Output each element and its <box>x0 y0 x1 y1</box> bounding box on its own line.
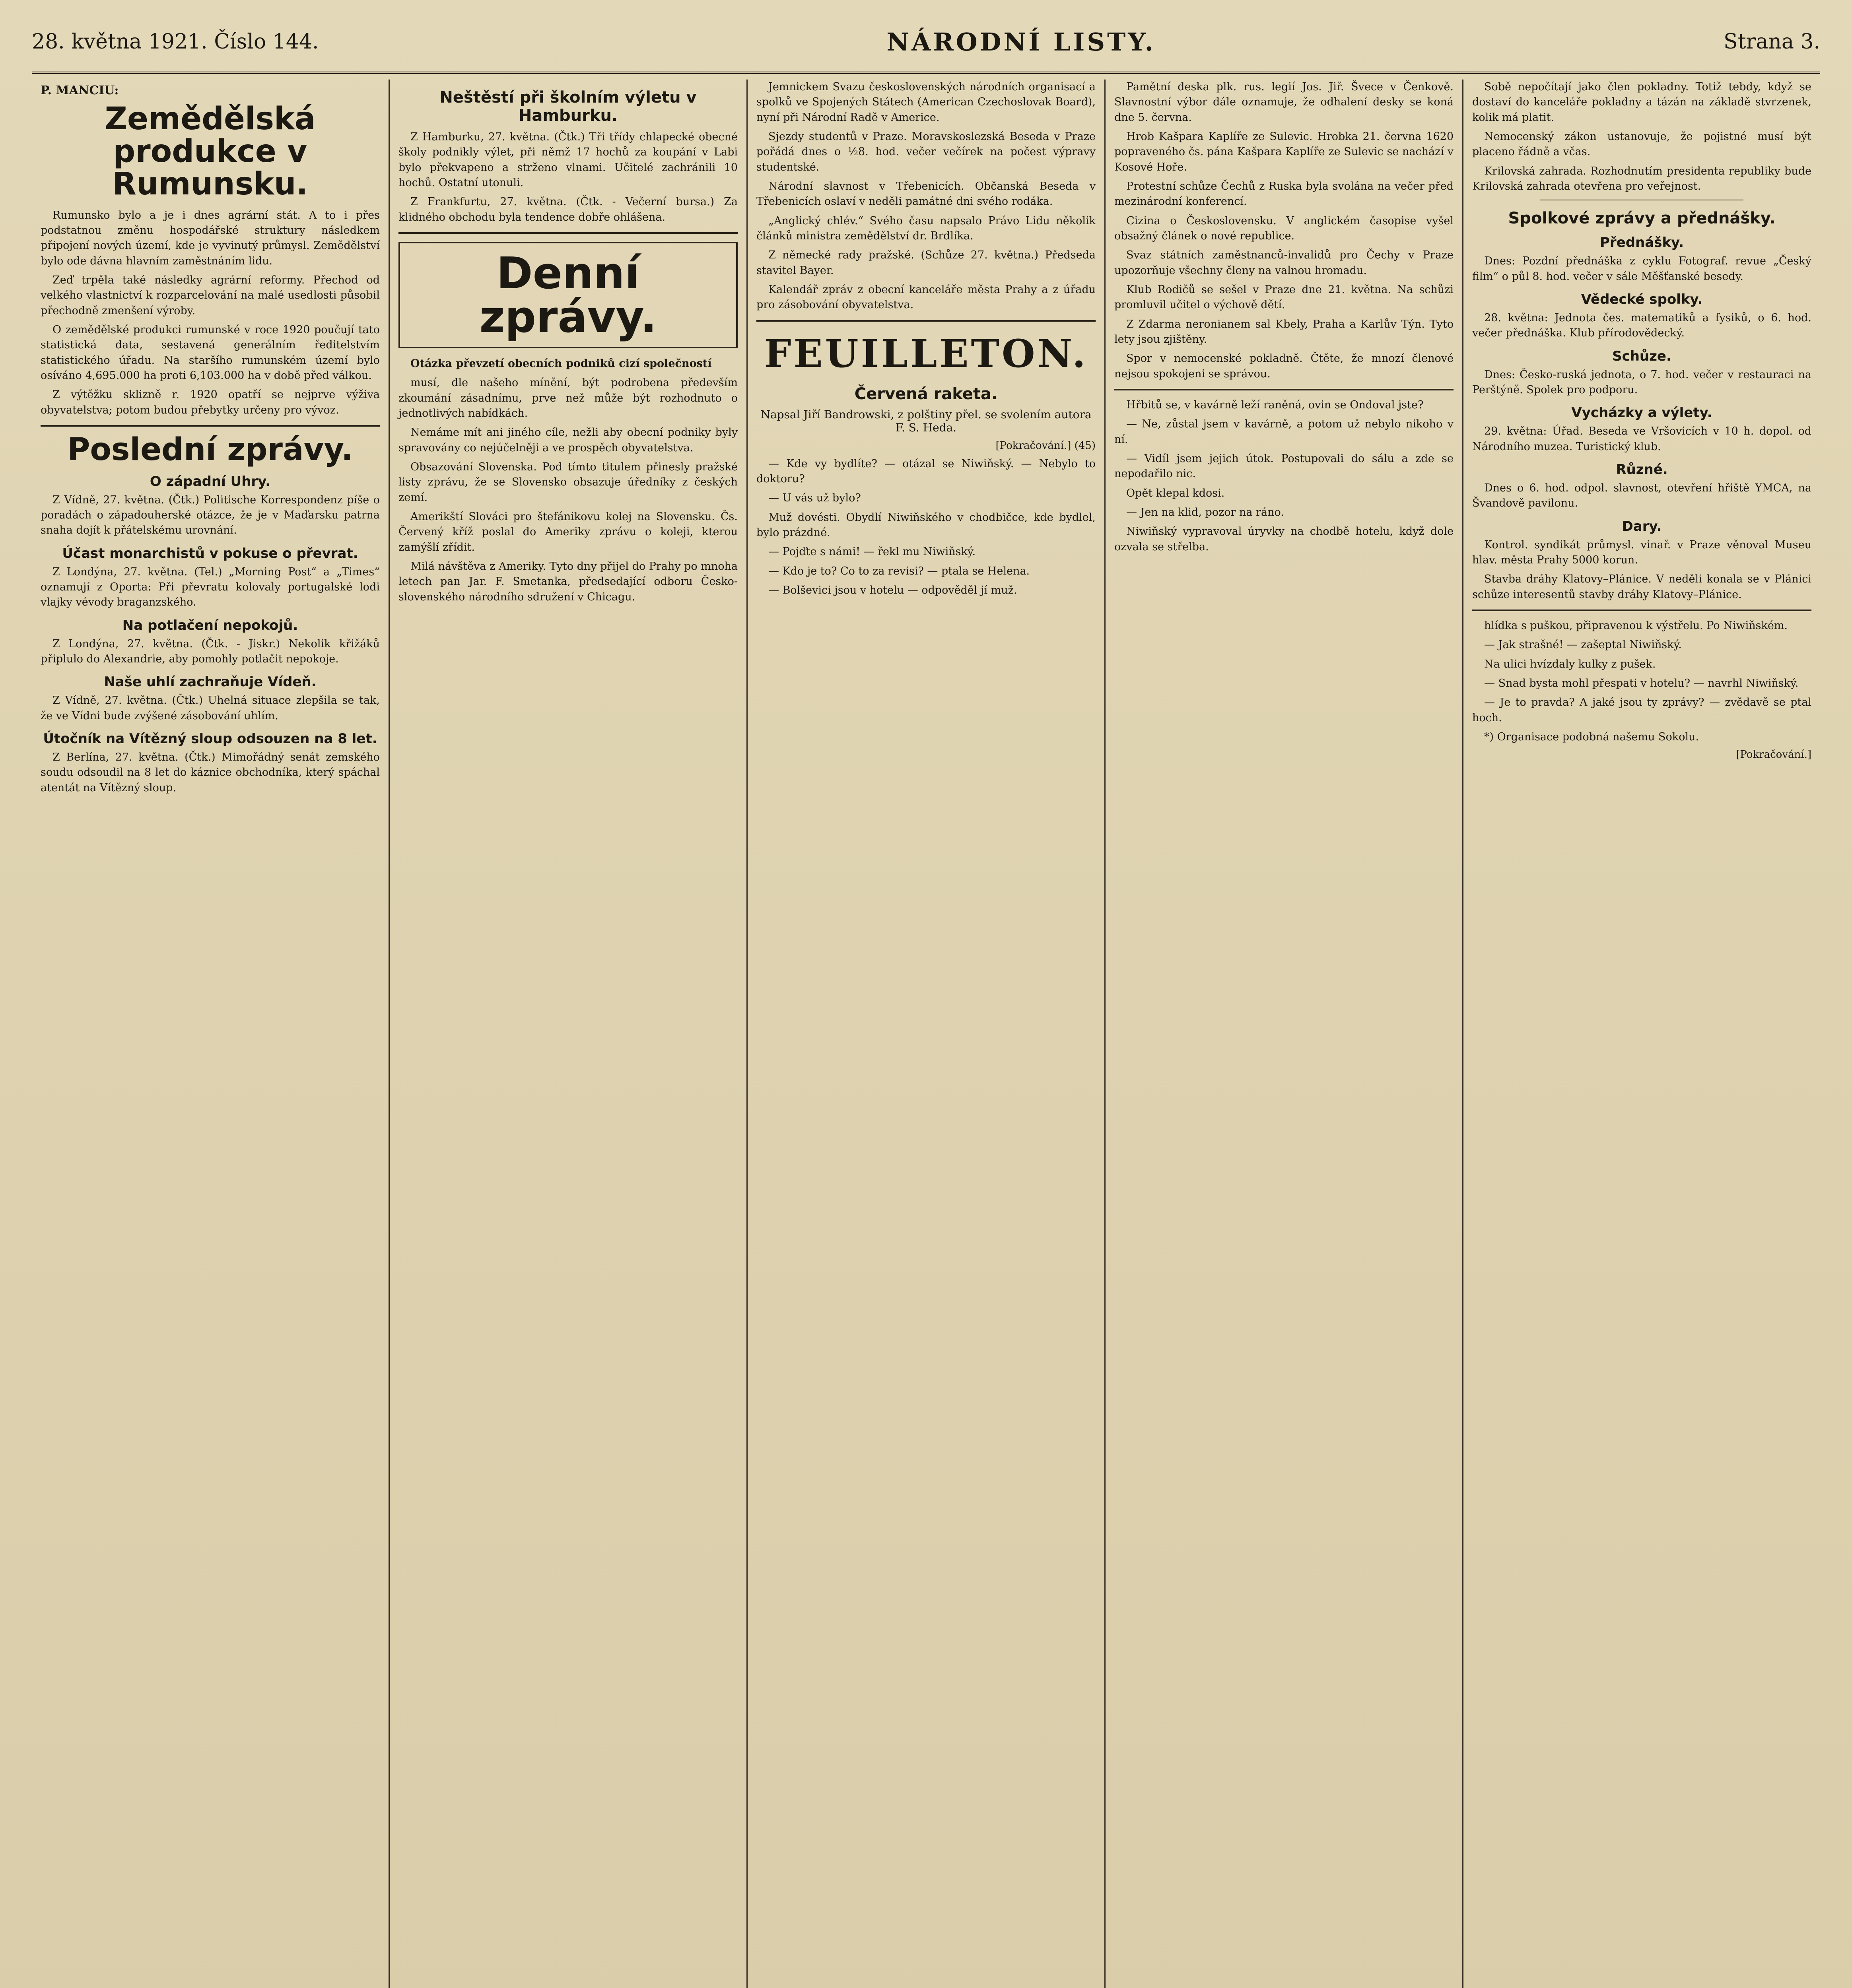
news-subheading: Na potlačení nepokojů. <box>122 617 298 633</box>
article-paragraph: Z Zdarma neronianem sal Kbely, Praha a Karlův Týn. Tyto lety jsou zjištěny. <box>1114 318 1454 346</box>
article-paragraph: Jemnickem Svazu československých národních organisací a spolků ve Spojených Státech (American Czechoslovak Board), nyní při Národní Radě v Americe. <box>756 81 1096 124</box>
article-paragraph: Z výtěžku sklizně r. 1920 opatří se nejprve výživa obyvatelstva; potom budou přebytky určeny pro vývoz. <box>41 388 380 416</box>
continuation-note: [Pokračování.] <box>1736 749 1811 761</box>
column-5 <box>1463 80 1820 1988</box>
article-paragraph: Z Hamburku, 27. května. (Čtk.) Tři třídy chlapecké obecné školy podnikly výlet, při němž 17 hochů za koupání v Labi bylo překvapeno a strženo vlnami. Učitelé zachránili 10 hochů. Ostatní utonuli. <box>398 131 738 189</box>
divider <box>398 232 738 234</box>
listing-paragraph: Dnes: Česko-ruská jednota, o 7. hod. večer v restauraci na Perštýně. Spolek pro podporu. <box>1472 368 1811 396</box>
story-paragraph: Muž dovésti. Obydlí Niwiňského v chodbičce, kde bydlel, bylo prázdné. <box>756 511 1096 539</box>
masthead <box>32 12 1820 74</box>
story-paragraph: — Je to pravda? A jaké jsou ty zprávy? — zvědavě se ptal hoch. <box>1472 696 1811 724</box>
category-heading: Dary. <box>1622 518 1662 534</box>
footnote: *) Organisace podobná našemu Sokolu. <box>1484 730 1699 743</box>
listing-paragraph: 28. května: Jednota čes. matematiků a fysiků, o 6. hod. večer přednáška. Klub přírodovědecký. <box>1472 311 1811 340</box>
article-paragraph: Rumunsko bylo a je i dnes agrární stát. A to i přes podstatnou změnu hospodářské struktury následkem připojení nových území, kde je vyvinutý průmysl. Zemědělství bylo ode dávna hlavním zaměstnáním lidu. <box>41 209 380 267</box>
article-paragraph: Nemocenský zákon ustanovuje, že pojistné musí být placeno řádně a včas. <box>1472 130 1811 158</box>
section-title: Poslední zprávy. <box>67 431 353 468</box>
article-paragraph: Zeď trpěla také následky agrární reformy. Přechod od velkého vlastnictví k rozparcelování na malé usedlosti působil přechodně zmenšení výroby. <box>41 274 380 317</box>
story-paragraph: hlídka s puškou, připravenou k výstřelu. Po Niwiňském. <box>1484 619 1788 632</box>
issue-date: 28. května 1921. Číslo 144. <box>32 30 319 54</box>
story-paragraph: — Jen na klid, pozor na ráno. <box>1126 506 1284 518</box>
column-2 <box>390 80 748 1988</box>
article-paragraph: Národní slavnost v Třebenicích. Občanská Beseda v Třebenicích oslaví v neděli památné dni svého rodáka. <box>756 180 1096 208</box>
column-3 <box>748 80 1106 1988</box>
divider <box>756 320 1096 322</box>
news-subheading: Útočník na Vítězný sloup odsouzen na 8 let. <box>43 731 377 747</box>
listing-paragraph: 29. května: Úřad. Beseda ve Vršovicích v 10 h. dopol. od Národního muzea. Turistický klub. <box>1472 425 1811 453</box>
page-number: Strana 3. <box>1723 30 1820 54</box>
news-subheading: Naše uhlí zachraňuje Vídeň. <box>104 674 317 690</box>
news-paragraph: Z Vídně, 27. května. (Čtk.) Uhelná situace zlepšila se tak, že ve Vídni bude zvýšené zásobování uhlím. <box>41 694 380 722</box>
listing-paragraph: Kontrol. syndikát průmysl. vinař. v Praze věnoval Museu hlav. města Prahy 5000 korun. <box>1472 538 1811 566</box>
columns <box>32 80 1820 1988</box>
story-paragraph: Niwiňský vypravoval úryvky na chodbě hotelu, když dole ozvala se střelba. <box>1114 525 1454 553</box>
article-paragraph: musí, dle našeho mínění, být podrobena především zkoumání zásadnímu, prve než může být rozhodnuto o jednotlivých nabídkách. <box>398 377 738 419</box>
article-paragraph: Kalendář zpráv z obecní kanceláře města Prahy a z úřadu pro zásobování obyvatelstva. <box>756 283 1096 311</box>
article-paragraph: Amerikští Slováci pro štefánikovu kolej na Slovensku. Čs. Červený kříž poslal do Ameriky zprávu o koleji, kterou zamýšlí zřídit. <box>398 510 738 553</box>
divider <box>1114 389 1454 390</box>
story-paragraph: — Vidíl jsem jejich útok. Postupovali do sálu a zde se nepodařilo nic. <box>1114 452 1454 480</box>
article-headline: Neštěstí při školním výletu v Hamburku. <box>439 88 697 125</box>
category-heading: Schůze. <box>1612 348 1671 364</box>
article-paragraph: Z německé rady pražské. (Schůze 27. května.) Předseda stavitel Bayer. <box>756 249 1096 277</box>
story-paragraph: — U vás už bylo? <box>768 492 861 505</box>
article-paragraph: Klub Rodičů se sešel v Praze dne 21. května. Na schůzi promluvil učitel o výchově dětí. <box>1114 283 1454 311</box>
article-paragraph: Cizina o Československu. V anglickém časopise vyšel obsažný článek o nové republice. <box>1114 214 1454 242</box>
article-paragraph: „Anglický chlév.“ Svého času napsalo Právo Lidu několik článků ministra zemědělství dr. Brdlíka. <box>756 214 1096 242</box>
story-paragraph: Hřbitů se, v kavárně leží raněná, ovin se Ondoval jste? <box>1126 398 1424 411</box>
article-paragraph: Krilovská zahrada. Rozhodnutím presidenta republiky bude Krilovská zahrada otevřena pro veřejnost. <box>1472 165 1811 192</box>
article-paragraph: Protestní schůze Čechů z Ruska byla svolána na večer před mezinárodní konferencí. <box>1114 180 1454 208</box>
divider <box>1472 610 1811 611</box>
section-title: Spolkové zprávy a přednášky. <box>1508 209 1776 228</box>
story-paragraph: — Pojďte s námi! — řekl mu Niwiňský. <box>768 546 976 558</box>
category-heading: Přednášky. <box>1599 235 1684 251</box>
listing-paragraph: Dnes: Pozdní přednáška z cyklu Fotograf. revue „Český film“ o půl 8. hod. večer v sále Měšťanské besedy. <box>1472 255 1811 283</box>
listing-paragraph: Dnes o 6. hod. odpol. slavnost, otevření hřiště YMCA, na Švandově pavilonu. <box>1472 481 1811 510</box>
article-paragraph: Hrob Kašpara Kaplíře ze Sulevic. Hrobka 21. června 1620 popraveného čs. pána Kašpara Kaplíře ze Sulevic se nachází v Kosové Hoře. <box>1114 130 1454 173</box>
column-4 <box>1106 80 1463 1988</box>
article-paragraph: Pamětní deska plk. rus. legií Jos. Jiř. Švece v Čenkově. Slavnostní výbor dále oznamuje, že odhalení desky se koná dne 5. června. <box>1114 81 1454 124</box>
column-1 <box>32 80 390 1988</box>
story-paragraph: — Ne, zůstal jsem v kavárně, a potom už nebylo nikoho v ní. <box>1114 418 1454 446</box>
article-paragraph: Sobě nepočítají jako člen pokladny. Totiž tebdy, když se dostaví do kanceláře pokladny a tázán na základě stvrzenek, kolik má platit. <box>1472 81 1811 124</box>
article-paragraph: Svaz státních zaměstnanců-invalidů pro Čechy v Praze upozorňuje všechny členy na valnou hromadu. <box>1114 249 1454 277</box>
section-title: Denní zprávy. <box>398 242 738 348</box>
story-title: Červená raketa. <box>854 384 998 403</box>
story-paragraph: — Kde vy bydlíte? — otázal se Niwiňský. — Nebylo to doktoru? <box>756 457 1096 485</box>
article-paragraph: O zemědělské produkci rumunské v roce 1920 poučují tato statistická data, sestavená generálním ředitelstvím statistického úřadu. Na staršího rumunském území bylo osíváno 4,695.000 ha proti 6,103.000 ha v době před válkou. <box>41 323 380 382</box>
category-heading: Různé. <box>1616 461 1668 478</box>
article-paragraph: Milá návštěva z Ameriky. Tyto dny přijel do Prahy po mnoha letech pan Jar. F. Smetanka, předsedající odboru Česko-slovenského národního sdružení v Chicagu. <box>398 560 738 603</box>
article-paragraph: Obsazování Slovenska. Pod tímto titulem přinesly pražské listy zprávu, že se Slovensko obsazuje úředníky z českých zemí. <box>398 460 738 504</box>
category-heading: Vědecké spolky. <box>1581 291 1703 307</box>
article-paragraph: Spor v nemocenské pokladně. Čtěte, že mnozí členové nejsou spokojeni se správou. <box>1114 352 1454 380</box>
feuilleton-title: FEUILLETON. <box>764 331 1088 376</box>
news-subheading: Účast monarchistů v pokuse o převrat. <box>62 545 358 561</box>
paper-name: NÁRODNÍ LISTY. <box>886 27 1156 56</box>
divider <box>41 425 380 427</box>
story-continuation-note: [Pokračování.] (45) <box>995 439 1096 452</box>
story-paragraph: Na ulici hvízdaly kulky z pušek. <box>1484 658 1656 670</box>
article-paragraph: Stavba dráhy Klatovy–Plánice. V neděli konala se v Plánici schůze interesentů stavby dráhy Klatovy–Plánice. <box>1472 573 1811 601</box>
story-paragraph: Opět klepal kdosi. <box>1126 487 1225 499</box>
story-paragraph: — Snad bysta mohl přespati v hotelu? — navrhl Niwiňský. <box>1484 677 1799 689</box>
news-paragraph: Z Berlína, 27. května. (Čtk.) Mimořádný senát zemského soudu odsoudil na 8 let do káznice obchodníka, který spáchal atentát na Vítězný sloup. <box>41 751 380 794</box>
story-paragraph: — Jak strašné! — zašeptal Niwiňský. <box>1484 639 1682 651</box>
category-heading: Vycházky a výlety. <box>1571 405 1712 421</box>
story-paragraph: — Kdo je to? Co to za revisi? — ptala se Helena. <box>768 565 1030 577</box>
news-paragraph: Z Londýna, 27. května. (Čtk. - Jiskr.) Nekolik křižáků připlulo do Alexandrie, aby pomohly potlačit nepokoje. <box>41 637 380 666</box>
story-author: Napsal Jiří Bandrowski, z polštiny přel. se svolením autora F. S. Heda. <box>760 408 1092 434</box>
article-paragraph: Z Frankfurtu, 27. května. (Čtk. - Večerní bursa.) Za klidného obchodu byla tendence dobře ohlášena. <box>398 196 738 223</box>
news-paragraph: Z Londýna, 27. května. (Tel.) „Morning Post“ a „Times“ oznamují z Oporta: Při převratu kolovaly portugalské lodi vlajky vévody braganzského. <box>41 565 380 609</box>
story-paragraph: — Bolševici jsou v hotelu — odpověděl jí muž. <box>768 584 1017 596</box>
article-paragraph: Sjezdy studentů v Praze. Moravskoslezská Beseda v Praze pořádá dnes o ½8. hod. večer večírek na počest výpravy studentské. <box>756 130 1096 173</box>
news-paragraph: Z Vídně, 27. května. (Čtk.) Politische Korrespondenz píše o poradách o západouherské otázce, že je v Maďarsku patrna snaha dojít k přátelskému urovnání. <box>41 493 380 537</box>
article-paragraph: Nemáme mít ani jiného cíle, nežli aby obecní podniky byly spravovány co nejúčelněji a ve prospěch obyvatelstva. <box>398 426 738 454</box>
article-headline: Zemědělská produkce v Rumunsku. <box>105 101 316 202</box>
article-lead: Otázka převzetí obecních podniků cizí společností <box>410 357 712 370</box>
article-byline: P. MANCIU: <box>41 83 119 97</box>
news-subheading: O západní Uhry. <box>150 473 271 489</box>
